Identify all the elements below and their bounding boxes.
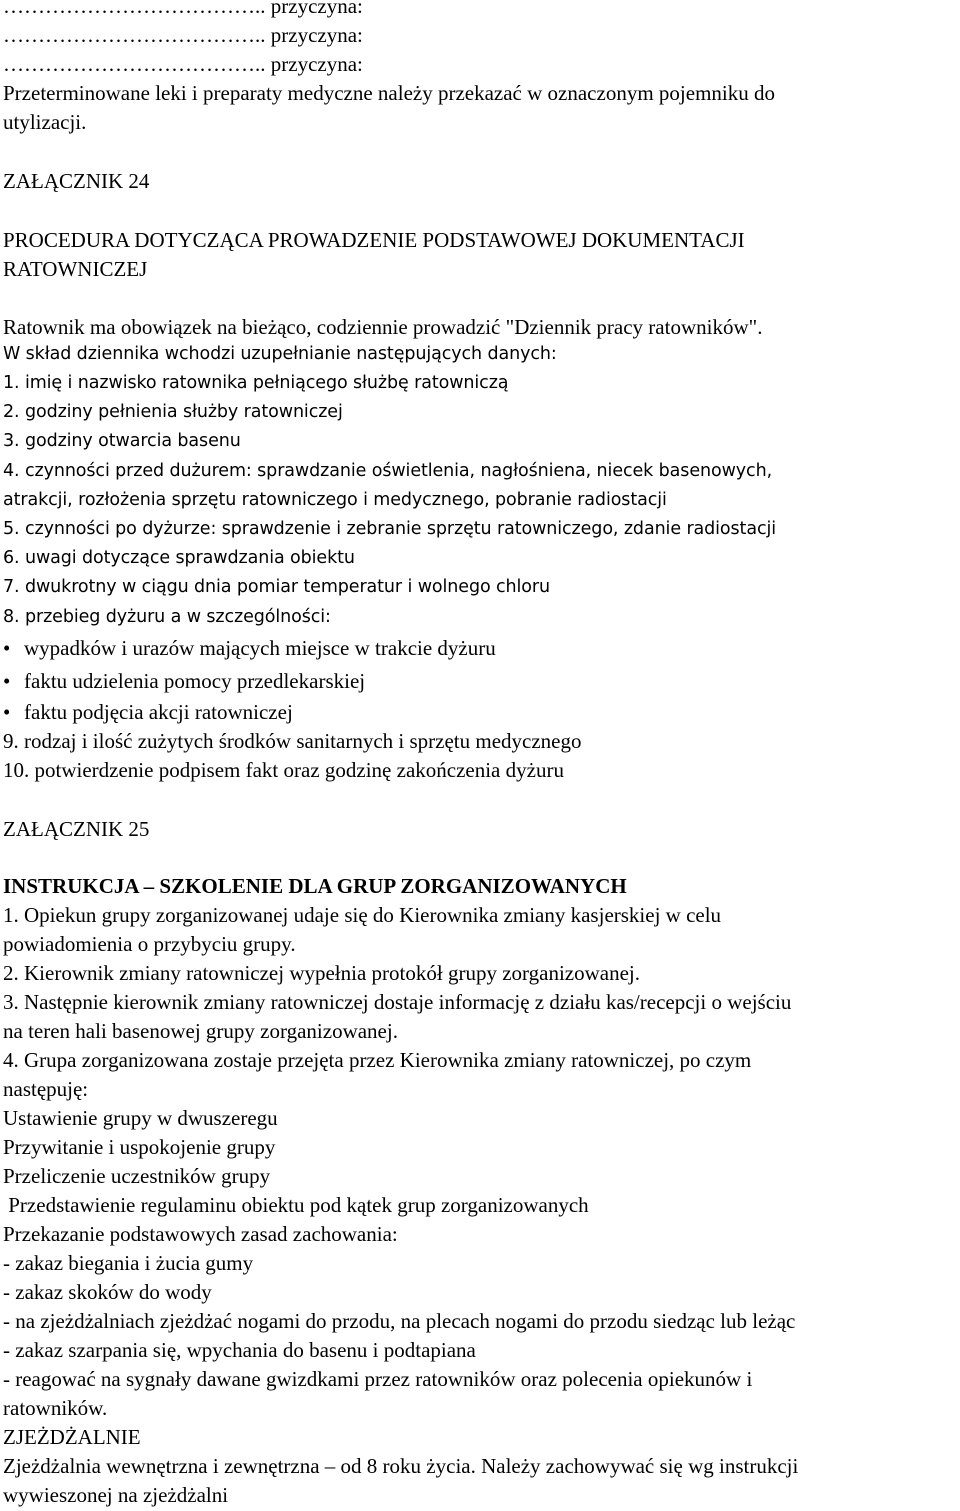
bullet-item-2: faktu udzielenia pomocy przedlekarskiej: [24, 669, 366, 693]
log-item-1: 1. imię i nazwisko ratownika pełniącego służbę ratowniczą: [3, 373, 509, 393]
instruction-line: Przywitanie i uspokojenie grupy: [3, 1135, 276, 1159]
rule-line: - zakaz skoków do wody: [3, 1280, 212, 1304]
rule-line: ratowników.: [3, 1396, 108, 1420]
instruction-line: 2. Kierownik zmiany ratowniczej wypełnia protokół grupy zorganizowanej.: [3, 961, 641, 985]
rule-line: - zakaz szarpania się, wpychania do basenu i podtapiana: [3, 1338, 476, 1362]
instruction-line: Ustawienie grupy w dwuszeregu: [3, 1106, 278, 1130]
bullet-item-3: faktu podjęcia akcji ratowniczej: [24, 700, 293, 724]
annex-24-heading: ZAŁĄCZNIK 24: [3, 169, 150, 193]
log-item-5: 5. czynności po dyżurze: sprawdzenie i zebranie sprzętu ratowniczego, zdanie radiostacji: [3, 519, 776, 539]
log-item-4-continued: atrakcji, rozłożenia sprzętu ratowniczego i medycznego, pobranie radiostacji: [3, 490, 667, 510]
instruction-line: Przedstawienie regulaminu obiektu pod kątek grup zorganizowanych: [3, 1193, 589, 1217]
instruction-line: 3. Następnie kierownik zmiany ratowniczej dostaje informację z działu kas/recepcji o wejściu: [3, 990, 792, 1014]
annex-25-heading: ZAŁĄCZNIK 25: [3, 817, 150, 841]
instruction-line: Przeliczenie uczestników grupy: [3, 1164, 271, 1188]
instruction-line: następuję:: [3, 1077, 89, 1101]
instruction-line: 1. Opiekun grupy zorganizowanej udaje się do Kierownika zmiany kasjerskiej w celu: [3, 903, 722, 927]
instruction-line: powiadomienia o przybyciu grupy.: [3, 932, 296, 956]
annex-24-intro-1: Ratownik ma obowiązek na bieżąco, codziennie prowadzić "Dziennik pracy ratowników".: [3, 315, 763, 339]
instruction-line: 4. Grupa zorganizowana zostaje przejęta przez Kierownika zmiany ratowniczej, po czym: [3, 1048, 752, 1072]
instruction-line: Przekazanie podstawowych zasad zachowania:: [3, 1222, 398, 1246]
annex-24-intro-2: W skład dziennika wchodzi uzupełnianie następujących danych:: [3, 344, 557, 364]
rule-line: - reagować na sygnały dawane gwizdkami przez ratowników oraz polecenia opiekunów i: [3, 1367, 753, 1391]
log-item-7: 7. dwukrotny w ciągu dnia pomiar temperatur i wolnego chloru: [3, 577, 550, 597]
log-item-8: 8. przebieg dyżuru a w szczególności:: [3, 607, 331, 627]
slides-line: wywieszonej na zjeżdżalni: [3, 1483, 229, 1507]
bullet-item-1: wypadków i urazów mających miejsce w trakcie dyżuru: [24, 636, 496, 660]
instruction-line: na teren hali basenowej grupy zorganizowanej.: [3, 1019, 398, 1043]
reason-line-3: ……………………………….. przyczyna:: [3, 52, 363, 76]
annex-24-title-line-2: RATOWNICZEJ: [3, 257, 148, 281]
annex-24-title-line-1: PROCEDURA DOTYCZĄCA PROWADZENIE PODSTAWOWEJ DOKUMENTACJI: [3, 228, 745, 252]
reason-line-2: ……………………………….. przyczyna:: [3, 23, 363, 47]
bullet-icon: •: [3, 669, 11, 693]
slides-line: Zjeżdżalnia wewnętrzna i zewnętrzna – od 8 roku życia. Należy zachowywać się wg instrukcji: [3, 1454, 799, 1478]
bullet-icon: •: [3, 636, 11, 660]
log-item-6: 6. uwagi dotyczące sprawdzania obiektu: [3, 548, 355, 568]
log-item-9: 9. rodzaj i ilość zużytych środków sanitarnych i sprzętu medycznego: [3, 729, 582, 753]
disposal-line-2: utylizacji.: [3, 110, 87, 134]
log-item-4: 4. czynności przed dużurem: sprawdzanie oświetlenia, nagłośniena, niecek basenowych,: [3, 461, 773, 481]
annex-25-title: INSTRUKCJA – SZKOLENIE DLA GRUP ZORGANIZOWANYCH: [3, 874, 627, 898]
log-item-3: 3. godziny otwarcia basenu: [3, 431, 241, 451]
disposal-line-1: Przeterminowane leki i preparaty medyczne należy przekazać w oznaczonym pojemniku do: [3, 81, 775, 105]
log-item-10: 10. potwierdzenie podpisem fakt oraz godzinę zakończenia dyżuru: [3, 758, 564, 782]
rule-line: - zakaz biegania i żucia gumy: [3, 1251, 254, 1275]
slides-heading: ZJEŻDŻALNIE: [3, 1425, 141, 1449]
bullet-icon: •: [3, 700, 11, 724]
log-item-2: 2. godziny pełnienia służby ratowniczej: [3, 402, 343, 422]
rule-line: - na zjeżdżalniach zjeżdżać nogami do przodu, na plecach nogami do przodu siedząc lub leżąc: [3, 1309, 796, 1333]
reason-line-1: ……………………………….. przyczyna:: [3, 0, 363, 18]
